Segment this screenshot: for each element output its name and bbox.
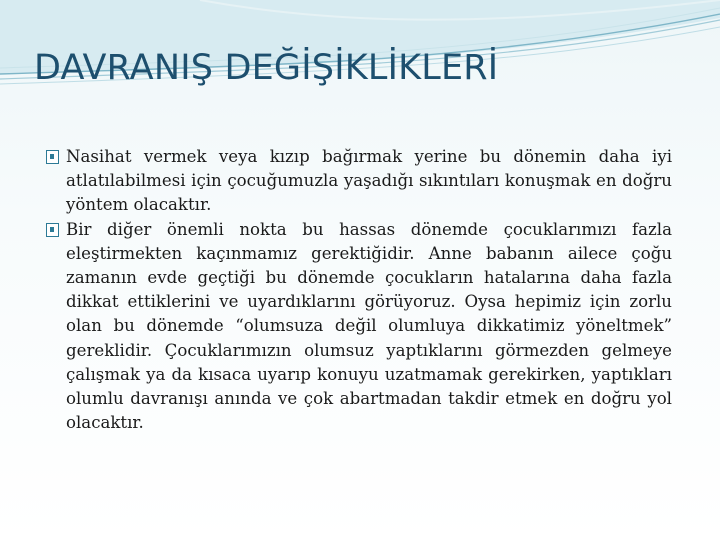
bullet-item	[46, 218, 672, 436]
bullet-text: Nasihat vermek veya kızıp bağırmak yerine bu dönemin daha iyi atlatılabilmesi için çocuğumuzla yaşadığı sıkıntıları konuşmak en doğru yöntem olacaktır.	[66, 147, 672, 215]
slide-title: DAVRANIŞ DEĞİŞİKLİKLERİ	[34, 48, 499, 88]
slide-content	[46, 145, 672, 435]
square-bullet-icon	[46, 150, 59, 164]
bullet-text: Bir diğer önemli nokta bu hassas dönemde çocuklarımızı fazla eleştirmekten kaçınmamız gerektiğidir. Anne babanın ailece çoğu zamanın evde geçtiği bu dönemde çocukların hatalarına daha fazla dikkat ettiklerini ve uyardıklarını görüyoruz. Oysa hepimiz için zorlu olan bu dönemde “olumsuza değil olumluya dikkatimiz yöneltmek” gereklidir. Çocuklarımızın olumsuz yaptıklarını görmezden gelmeye çalışmak ya da kısaca uyarıp konuyu uzatmamak gerekirken, yaptıkları olumlu davranışı anında ve çok abartmadan takdir etmek en doğru yol olacaktır.	[66, 219, 672, 433]
square-bullet-icon	[46, 223, 59, 237]
bullet-item	[46, 145, 672, 218]
